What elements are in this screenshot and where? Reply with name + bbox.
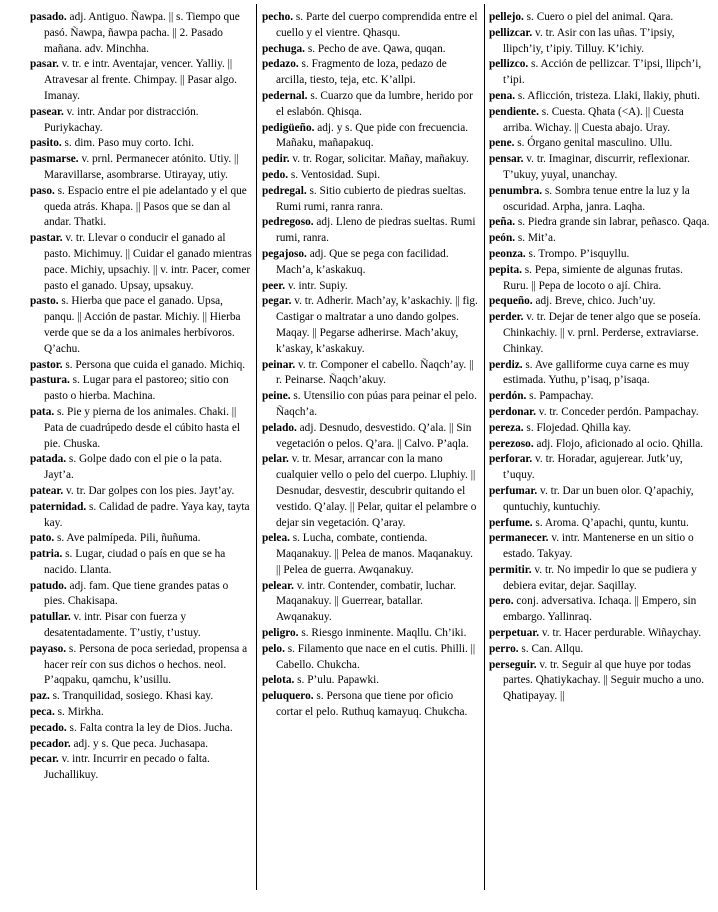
entry-definition: s. Riesgo inminente. Maqllu. Ch’iki. <box>298 627 467 640</box>
entry-definition: s. Piedra grande sin labrar, peñasco. Qaqa. <box>515 216 710 229</box>
entry-definition: v. tr. Adherir. Mach’ay, k’askachiy. || fig. Castigar o maltratar a uno dando golpes. Maqay. || Pegarse adherirse. Mach’akuy, k’askay, k’askakuy. <box>276 295 478 355</box>
entry-definition: v. tr. Seguir al que huye por todas partes. Qhatiykachay. || Seguir mucho a uno. Qhatipayay. || <box>503 658 705 703</box>
entry-definition: v. prnl. Permanecer atónito. Utiy. || Maravillarse, asombrarse. Utirayay, utiy. <box>44 153 239 181</box>
entry-definition: v. tr. Hacer perdurable. Wiñaychay. <box>539 627 702 640</box>
entry-headword: perdiz. <box>489 358 523 371</box>
entry-headword: pegajoso. <box>262 247 307 260</box>
dictionary-entry <box>489 405 711 421</box>
dictionary-entry <box>262 294 480 357</box>
entry-headword: peonza. <box>489 247 526 260</box>
entry-headword: pelota. <box>262 674 295 687</box>
entry-headword: pegar. <box>262 295 292 308</box>
entry-definition: adj. Que se pega con facilidad. Mach’a, k’askakuq. <box>276 247 449 276</box>
dictionary-entry <box>262 626 480 642</box>
entry-definition: v. tr. Mesar, arrancar con la mano cualquier vello o pelo del cuerpo. Lluphiy. || Desnudar, desvestir, descubrir quitando el vestido. Q’alay. || Pelar, quitar el pelambre o dejar sin vegetación. Q’aray. <box>276 453 477 529</box>
dictionary-entry <box>262 121 480 153</box>
entry-headword: pecador. <box>30 737 71 750</box>
entry-headword: pelear. <box>262 579 294 592</box>
entry-headword: pasmarse. <box>30 153 79 166</box>
entry-headword: perforar. <box>489 453 533 466</box>
entry-definition: adj. fam. Que tiene grandes patas o pies. Chakisapa. <box>44 579 229 608</box>
dictionary-entry <box>489 626 711 642</box>
entry-definition: v. tr. Llevar o conducir el ganado al pasto. Michimuy. || Cuidar el ganado mientras pace. Michiy, upsachiy. || v. intr. Pacer, comer pasto el ganado. Upsay, upsakuy. <box>44 232 252 292</box>
entry-definition: v. intr. Supiy. <box>285 279 348 292</box>
entry-headword: peligro. <box>262 627 299 640</box>
dictionary-entry <box>489 136 711 152</box>
entry-definition: v. intr. Andar por distracción. Puriykachay. <box>44 105 199 134</box>
entry-headword: pasar. <box>30 58 59 71</box>
dictionary-entry <box>30 184 252 231</box>
column-divider <box>484 4 485 890</box>
entry-headword: pene. <box>489 137 515 150</box>
entry-definition: s. Cuero o piel del animal. Qara. <box>523 11 674 23</box>
dictionary-entry <box>489 421 711 437</box>
entry-definition: s. Órgano genital masculino. Ullu. <box>514 137 673 150</box>
entry-definition: s. Flojedad. Qhilla kay. <box>523 421 632 434</box>
entry-headword: pendiente. <box>489 105 539 118</box>
entry-definition: adj. y s. Que peca. Juchasapa. <box>70 737 209 750</box>
entry-headword: pecado. <box>30 721 67 734</box>
entry-definition: s. Pepa, simiente de algunas frutas. Ruru. || Pepa de locoto o ají. Chira. <box>503 263 683 292</box>
dictionary-entry <box>30 57 252 104</box>
entry-definition: adj. y s. Que pide con frecuencia. Mañaku, mañapakuq. <box>276 121 469 150</box>
entry-definition: s. Persona que cuida el ganado. Michiq. <box>62 358 246 371</box>
entry-definition: s. Cuesta. Qhata (<A). || Cuesta arriba. Wichay. || Cuesta abajo. Uray. <box>503 105 684 134</box>
entry-headword: pellizco. <box>489 58 529 71</box>
dictionary-entry <box>262 531 480 578</box>
entry-definition: v. tr. Componer el cabello. Ñaqch’ay. || r. Peinarse. Ñaqch’akuy. <box>276 358 474 387</box>
entry-definition: adj. Breve, chico. Juch’uy. <box>532 295 656 308</box>
dictionary-entry <box>489 310 711 357</box>
entry-headword: pedo. <box>262 168 289 181</box>
entry-headword: pedazo. <box>262 58 299 71</box>
entry-definition: s. Trompo. P’isquyllu. <box>525 247 630 260</box>
entry-definition: s. Ave galliforme cuya carne es muy estimada. Yuthu, p’isaq, p’isaqa. <box>503 358 690 387</box>
dictionary-entry <box>489 263 711 295</box>
entry-definition: adj. Antiguo. Ñawpa. || s. Tiempo que pasó. Ñawpa, ñawpa pacha. || 2. Pasado mañana. adv. Minchha. <box>44 11 240 55</box>
entry-definition: s. Golpe dado con el pie o la pata. Jayt’a. <box>44 453 223 482</box>
entry-headword: pasito. <box>30 137 62 150</box>
dictionary-entry <box>489 57 711 89</box>
entry-headword: pereza. <box>489 421 524 434</box>
dictionary-entry <box>262 57 480 89</box>
entry-headword: peluquero. <box>262 690 314 703</box>
entry-headword: pepita. <box>489 263 522 276</box>
entry-definition: v. tr. e intr. Aventajar, vencer. Yalliy. || Atravesar al frente. Chimpay. || Pasar algo. Imanay. <box>44 58 237 102</box>
dictionary-entry <box>262 89 480 121</box>
entry-definition: s. Can. Allqu. <box>518 642 584 655</box>
entry-headword: perpetuar. <box>489 627 540 640</box>
dictionary-entry <box>30 10 252 57</box>
entry-headword: pedigüeño. <box>262 121 315 134</box>
dictionary-entry <box>30 579 252 611</box>
entry-headword: patada. <box>30 453 67 466</box>
dictionary-entry <box>489 563 711 595</box>
entry-headword: pellizcar. <box>489 26 533 39</box>
entry-definition: v. tr. Dejar de tener algo que se poseía. Chinkachiy. || v. prnl. Perderse, extraviarse. Chinkay. <box>503 311 701 355</box>
entry-headword: peer. <box>262 279 286 292</box>
entry-headword: pasado. <box>30 11 67 23</box>
dictionary-entry <box>30 484 252 500</box>
entry-definition: s. Lugar, ciudad o país en que se ha nacido. Llanta. <box>44 548 226 576</box>
entry-definition: s. Falta contra la ley de Dios. Jucha. <box>66 721 233 734</box>
entry-headword: peón. <box>489 232 516 245</box>
entry-definition: v. tr. Dar un buen olor. Q’apachiy, quntuchiy, kuntuchiy. <box>503 484 694 513</box>
dictionary-entry <box>30 721 252 737</box>
entry-headword: pasear. <box>30 105 64 118</box>
dictionary-entry <box>30 752 252 784</box>
entry-headword: perezoso. <box>489 437 534 450</box>
entry-definition: s. P’ulu. Papawki. <box>294 674 380 687</box>
entry-headword: paternidad. <box>30 500 87 513</box>
entry-headword: pata. <box>30 405 55 418</box>
dictionary-column-2 <box>262 10 480 721</box>
dictionary-entry <box>30 373 252 405</box>
entry-headword: perfumar. <box>489 484 538 497</box>
entry-definition: s. Ventosidad. Supi. <box>288 168 381 181</box>
dictionary-entry <box>262 279 480 295</box>
entry-headword: peinar. <box>262 358 296 371</box>
entry-definition: v. tr. Horadar, agujerear. Jutk’uy, t’uquy. <box>503 453 683 482</box>
entry-headword: pedernal. <box>262 89 308 102</box>
dictionary-entry <box>489 389 711 405</box>
entry-definition: s. Fragmento de loza, pedazo de arcilla, tiesto, teja, etc. K’allpi. <box>276 58 447 87</box>
entry-headword: peine. <box>262 390 291 403</box>
dictionary-entry <box>262 247 480 279</box>
entry-headword: pelea. <box>262 532 290 545</box>
dictionary-entry <box>30 500 252 532</box>
entry-definition: s. Pie y pierna de los animales. Chaki. || Pata de cuadrúpedo desde el cúbito hasta el pie. Chuska. <box>44 405 241 450</box>
dictionary-column-1 <box>30 10 252 784</box>
entry-headword: patudo. <box>30 579 67 592</box>
entry-headword: pastar. <box>30 232 63 245</box>
dictionary-entry <box>30 136 252 152</box>
dictionary-entry <box>30 531 252 547</box>
entry-definition: v. tr. No impedir lo que se pudiera y debiera evitar, dejar. Saqillay. <box>503 563 697 592</box>
dictionary-entry <box>30 547 252 579</box>
dictionary-entry <box>30 689 252 705</box>
dictionary-entry <box>489 484 711 516</box>
entry-definition: v. intr. Contender, combatir, luchar. Maqanakuy. || Guerrear, batallar. Awqanakuy. <box>276 579 457 624</box>
entry-headword: pequeño. <box>489 295 533 308</box>
entry-definition: s. Cuarzo que da lumbre, herido por el eslabón. Qhisqa. <box>276 89 473 118</box>
entry-definition: s. Tranquilidad, sosiego. Khasi kay. <box>49 690 214 703</box>
dictionary-entry <box>489 152 711 184</box>
dictionary-entry <box>262 42 480 58</box>
dictionary-entry <box>489 294 711 310</box>
entry-headword: pedregal. <box>262 184 307 197</box>
dictionary-entry <box>30 105 252 137</box>
dictionary-entry <box>262 452 480 531</box>
entry-headword: pasto. <box>30 295 59 308</box>
dictionary-entry <box>30 452 252 484</box>
entry-headword: permitir. <box>489 563 532 576</box>
entry-definition: v. intr. Mantenerse en un sitio o estado. Takyay. <box>503 532 694 561</box>
entry-definition: s. Sitio cubierto de piedras sueltas. Rumi rumi, ranra ranra. <box>276 184 467 213</box>
entry-definition: v. tr. Dar golpes con los pies. Jayt’ay. <box>63 484 235 497</box>
dictionary-entry <box>30 737 252 753</box>
entry-headword: paz. <box>30 690 50 703</box>
entry-headword: pellejo. <box>489 11 524 23</box>
entry-headword: pelar. <box>262 453 289 466</box>
entry-headword: pero. <box>489 595 514 608</box>
entry-headword: pedir. <box>262 153 290 166</box>
entry-headword: pedregoso. <box>262 216 314 229</box>
entry-definition: s. Lucha, combate, contienda. Maqanakuy. || Pelea de manos. Maqanakuy. || Pelea de guerra. Awqanakuy. <box>276 532 473 576</box>
entry-definition: s. Ave palmípeda. Pili, ñuñuma. <box>54 532 201 545</box>
entry-definition: s. Parte del cuerpo comprendida entre el cuello y el vientre. Qhasqu. <box>276 11 478 39</box>
entry-definition: v. intr. Incurrir en pecado o falta. Juchallikuy. <box>44 753 210 782</box>
entry-definition: adj. Desnudo, desvestido. Q’ala. || Sin vegetación o pelos. Q’ara. || Calvo. P’aqla. <box>276 421 472 450</box>
entry-headword: patria. <box>30 548 63 561</box>
dictionary-column-3 <box>489 10 711 705</box>
dictionary-entry <box>489 658 711 705</box>
entry-headword: perro. <box>489 642 519 655</box>
dictionary-entry <box>489 26 711 58</box>
entry-definition: s. Calidad de padre. Yaya kay, tayta kay. <box>44 500 250 529</box>
dictionary-entry <box>262 421 480 453</box>
dictionary-entry <box>30 152 252 184</box>
dictionary-entry <box>262 389 480 421</box>
dictionary-entry <box>489 594 711 626</box>
entry-headword: pecho. <box>262 11 294 23</box>
entry-definition: v. tr. Imaginar, discurrir, reflexionar. T’ukuy, yuyal, unanchay. <box>503 153 690 181</box>
dictionary-entry <box>262 215 480 247</box>
dictionary-entry <box>489 105 711 137</box>
dictionary-entry <box>262 184 480 216</box>
entry-definition: s. Espacio entre el pie adelantado y el que queda atrás. Khapa. || Pasos que se dan al andar. Thatki. <box>44 184 247 229</box>
dictionary-entry <box>489 452 711 484</box>
dictionary-entry <box>489 231 711 247</box>
entry-headword: pastor. <box>30 358 63 371</box>
dictionary-entry <box>262 673 480 689</box>
dictionary-entry <box>262 689 480 721</box>
entry-headword: perfume. <box>489 516 533 529</box>
entry-headword: pelo. <box>262 642 285 655</box>
entry-headword: pelado. <box>262 421 297 434</box>
entry-headword: perdonar. <box>489 405 536 418</box>
entry-definition: s. dim. Paso muy corto. Ichi. <box>61 137 195 150</box>
entry-definition: s. Aroma. Q’apachi, quntu, kuntu. <box>532 516 689 529</box>
entry-definition: s. Filamento que nace en el cutis. Philli. || Cabello. Chukcha. <box>276 642 476 671</box>
entry-definition: s. Utensilio con púas para peinar el pelo. Ñaqch’a. <box>276 390 477 418</box>
dictionary-entry <box>30 294 252 357</box>
entry-definition: s. Aflicción, tristeza. Llaki, llakiy, phuti. <box>515 89 701 102</box>
dictionary-entry <box>489 531 711 563</box>
entry-definition: s. Pampachay. <box>526 390 594 403</box>
entry-definition: conj. adversativa. Ichaqa. || Empero, sin embargo. Yallinraq. <box>503 595 697 624</box>
entry-headword: pensar. <box>489 153 524 166</box>
entry-headword: permanecer. <box>489 532 549 545</box>
entry-definition: v. tr. Asir con las uñas. T’ipsiy, llipch’iy, t’ipiy. Tilluy. K’ichiy. <box>503 26 675 55</box>
entry-headword: patear. <box>30 484 64 497</box>
entry-definition: v. tr. Rogar, solicitar. Mañay, mañakuy. <box>289 153 469 166</box>
entry-headword: pecar. <box>30 753 59 766</box>
dictionary-entry <box>489 184 711 216</box>
dictionary-entry <box>489 642 711 658</box>
dictionary-entry <box>489 358 711 390</box>
dictionary-entry <box>489 437 711 453</box>
entry-definition: v. tr. Conceder perdón. Pampachay. <box>535 405 699 418</box>
dictionary-entry <box>489 516 711 532</box>
entry-headword: pastura. <box>30 374 70 387</box>
dictionary-entry <box>30 231 252 294</box>
dictionary-entry <box>262 152 480 168</box>
entry-headword: peca. <box>30 706 55 719</box>
dictionary-entry <box>262 358 480 390</box>
entry-definition: adj. Flojo, aficionado al ocio. Qhilla. <box>533 437 704 450</box>
entry-definition: adj. Lleno de piedras sueltas. Rumi rumi, ranra. <box>276 216 476 245</box>
entry-definition: s. Lugar para el pastoreo; sitio con pasto o hierba. Machina. <box>44 374 229 403</box>
entry-headword: patullar. <box>30 611 71 624</box>
dictionary-entry <box>30 642 252 689</box>
entry-headword: peña. <box>489 216 516 229</box>
dictionary-entry <box>262 642 480 674</box>
dictionary-entry <box>262 168 480 184</box>
entry-headword: perder. <box>489 311 524 324</box>
dictionary-entry <box>489 10 711 26</box>
dictionary-entry <box>262 579 480 626</box>
entry-headword: pechuga. <box>262 42 305 55</box>
dictionary-entry <box>489 215 711 231</box>
dictionary-entry <box>30 610 252 642</box>
entry-definition: s. Mirkha. <box>54 706 104 719</box>
entry-definition: v. intr. Pisar con fuerza y desatentadamente. T’ustiy, t’ustuy. <box>44 611 201 640</box>
entry-headword: perseguir. <box>489 658 537 671</box>
entry-definition: s. Sombra tenue entre la luz y la oscuridad. Arpha, janra. Laqha. <box>503 184 690 213</box>
entry-headword: payaso. <box>30 642 67 655</box>
entry-headword: perdón. <box>489 390 527 403</box>
entry-headword: penumbra. <box>489 184 543 197</box>
dictionary-entry <box>489 89 711 105</box>
entry-definition: s. Acción de pellizcar. T’ipsi, llipch’i, t’ipi. <box>503 58 702 87</box>
entry-headword: pena. <box>489 89 516 102</box>
entry-definition: s. Persona de poca seriedad, propensa a hacer reír con sus dichos o hechos. neol. P’aqpaku, qamchu, k’usillu. <box>44 642 248 687</box>
entry-headword: paso. <box>30 184 55 197</box>
entry-definition: s. Mit’a. <box>515 232 556 245</box>
column-divider <box>256 4 257 890</box>
entry-headword: pato. <box>30 532 55 545</box>
entry-definition: s. Pecho de ave. Qawa, quqan. <box>305 42 446 55</box>
dictionary-entry <box>30 358 252 374</box>
dictionary-entry <box>262 10 480 42</box>
entry-definition: s. Hierba que pace el ganado. Upsa, panqu. || Acción de pastar. Michiy. || Hierba verde que se da a los animales herbívoros. Q’achu. <box>44 295 241 355</box>
dictionary-entry <box>30 705 252 721</box>
dictionary-entry <box>489 247 711 263</box>
entry-definition: s. Persona que tiene por oficio cortar el pelo. Ruthuq kamayuq. Chukcha. <box>276 690 468 719</box>
dictionary-entry <box>30 405 252 452</box>
